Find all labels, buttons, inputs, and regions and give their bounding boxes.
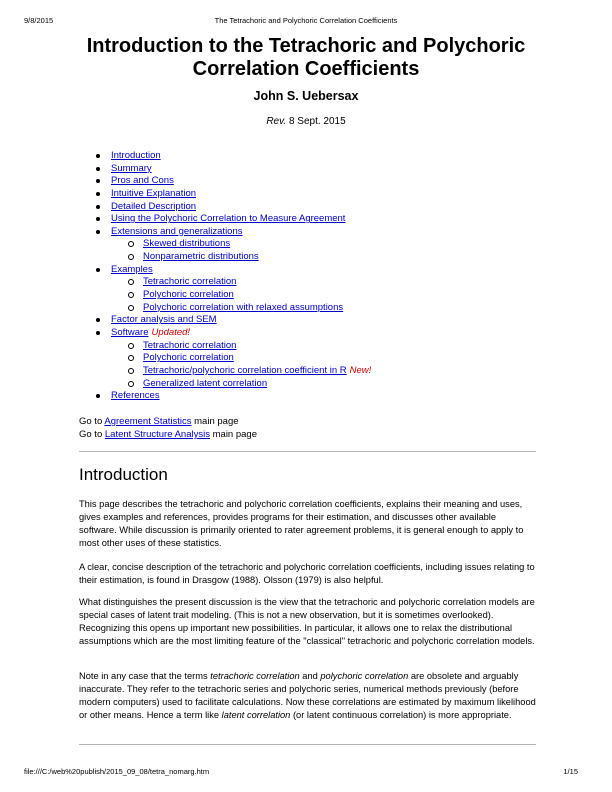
toc-subitem xyxy=(94,352,371,365)
toc-link-pros-cons[interactable]: Pros and Cons xyxy=(111,175,174,187)
toc-link-sw-tetrachoric[interactable]: Tetrachoric correlation xyxy=(143,339,237,351)
bullet-icon xyxy=(96,318,100,322)
toc-link-factor[interactable]: Factor analysis and SEM xyxy=(111,314,217,326)
file-path: file:///C:/web%20publish/2015_09_08/tetra_nomarg.htm xyxy=(24,767,210,776)
intro-paragraph-3: What distinguishes the present discussion is the view that the tetrachoric and polychoric correlation models are special cases of latent trait modeling. (This is not a new observation, but it is sometimes overlooked). Recognizing this opens up important new possibilities. In particular, it allows one to relax the distributional assumptions which are the most limiting feature of the "classical" tetrachoric and polychoric correlation models. xyxy=(79,597,535,647)
circle-bullet-icon xyxy=(128,381,134,387)
circle-bullet-icon xyxy=(128,279,134,285)
toc-item xyxy=(94,213,371,226)
intro-paragraph-2: A clear, concise description of the tetrachoric and polychoric correlation coefficients, including issues relating to their estimation, is found in Drasgow (1988). Olsson (1979) is also helpful. xyxy=(79,562,535,586)
toc-link-sw-generalized[interactable]: Generalized latent correlation xyxy=(143,377,268,389)
goto-prefix: Go to xyxy=(79,429,103,440)
toc-item xyxy=(94,390,371,403)
bullet-icon xyxy=(96,179,100,183)
bullet-icon xyxy=(96,268,100,272)
toc-subitem xyxy=(94,302,371,315)
print-header xyxy=(24,16,588,28)
toc-link-summary[interactable]: Summary xyxy=(111,162,152,174)
p4-text-d: (or latent continuous correlation) is more appropriate. xyxy=(292,710,512,721)
bullet-icon xyxy=(96,230,100,234)
divider xyxy=(79,744,536,745)
circle-bullet-icon xyxy=(128,305,134,311)
page-number: 1/15 xyxy=(563,767,578,776)
circle-bullet-icon xyxy=(128,343,134,349)
bullet-icon xyxy=(96,192,100,196)
section-heading-introduction: Introduction xyxy=(79,465,168,484)
revision-line xyxy=(0,116,612,127)
toc-link-agreement[interactable]: Using the Polychoric Correlation to Measure Agreement xyxy=(111,213,346,225)
title-line-2: Correlation Coefficients xyxy=(192,58,420,80)
toc-subitem xyxy=(94,238,371,251)
toc-subitem xyxy=(94,289,371,302)
term-latent: latent correlation xyxy=(221,710,291,721)
toc-link-examples[interactable]: Examples xyxy=(111,263,153,275)
toc-item xyxy=(94,201,371,214)
term-polychoric: polychoric correlation xyxy=(320,671,409,681)
bullet-icon xyxy=(96,217,100,221)
toc-item xyxy=(94,188,371,201)
toc-link-ex-tetrachoric[interactable]: Tetrachoric correlation xyxy=(143,276,237,288)
goto-latent-line xyxy=(79,429,257,441)
toc-link-intuitive[interactable]: Intuitive Explanation xyxy=(111,187,197,199)
toc-link-software[interactable]: Software xyxy=(111,326,149,338)
toc-item xyxy=(94,150,371,163)
p4-text-c: are obsolete and arguably inaccurate. They refer to the tetrachoric series and polychoric series, numerical methods previously (before modern computers) used to facilitate calculations. Now these correlations are estimated by maximum likelihood or other means. Hence a term like xyxy=(79,671,536,721)
goto-agreement-line xyxy=(79,416,239,428)
intro-paragraph-1: This page describes the tetrachoric and polychoric correlation coefficients, explains their meaning and uses, gives examples and references, provides programs for their estimation, and discusses other available software. While discussion is primarily oriented to rater agreement problems, it is general enough to apply to most other uses of these statistics. xyxy=(79,499,524,549)
toc-link-introduction[interactable]: Introduction xyxy=(111,150,161,161)
intro-paragraph-4 xyxy=(79,670,536,722)
print-date: 9/8/2015 xyxy=(24,16,54,25)
revision-date: 8 Sept. 2015 xyxy=(288,116,346,127)
table-of-contents xyxy=(94,150,371,403)
toc-subitem xyxy=(94,340,371,353)
circle-bullet-icon xyxy=(128,241,134,247)
toc-link-ex-polychoric[interactable]: Polychoric correlation xyxy=(143,289,234,301)
p4-text-a: Note in any case that the terms xyxy=(79,671,208,681)
toc-link-sw-polychoric[interactable]: Polychoric correlation xyxy=(143,352,234,364)
goto-suffix: main page xyxy=(194,416,239,427)
term-tetrachoric: tetrachoric correlation xyxy=(210,671,300,681)
toc-item xyxy=(94,175,371,188)
toc-link-sw-r[interactable]: Tetrachoric/polychoric correlation coefficient in R xyxy=(143,364,347,376)
toc-link-extensions[interactable]: Extensions and generalizations xyxy=(111,225,243,237)
print-footer xyxy=(24,767,588,779)
bullet-icon xyxy=(96,167,100,171)
bullet-icon xyxy=(96,154,100,158)
toc-link-ex-relaxed[interactable]: Polychoric correlation with relaxed assumptions xyxy=(143,301,344,313)
agreement-statistics-link[interactable]: Agreement Statistics xyxy=(104,416,192,427)
circle-bullet-icon xyxy=(128,355,134,361)
new-badge: New! xyxy=(349,364,372,376)
divider xyxy=(79,451,536,452)
toc-item xyxy=(94,327,371,340)
title-line-1: Introduction to the Tetrachoric and Polychoric xyxy=(86,35,526,57)
toc-link-references[interactable]: References xyxy=(111,390,160,402)
latent-structure-analysis-link[interactable]: Latent Structure Analysis xyxy=(104,429,210,440)
bullet-icon xyxy=(96,331,100,335)
goto-prefix: Go to xyxy=(79,416,103,427)
toc-link-nonparametric[interactable]: Nonparametric distributions xyxy=(143,251,259,263)
toc-item xyxy=(94,163,371,176)
author: John S. Uebersax xyxy=(253,89,359,103)
circle-bullet-icon xyxy=(128,292,134,298)
print-page-title: The Tetrachoric and Polychoric Correlation Coefficients xyxy=(214,16,398,25)
toc-subitem xyxy=(94,378,371,391)
updated-badge: Updated! xyxy=(151,326,191,338)
toc-item xyxy=(94,264,371,277)
bullet-icon xyxy=(96,394,100,398)
p4-text-b: and xyxy=(302,671,318,681)
toc-item xyxy=(94,226,371,239)
circle-bullet-icon xyxy=(128,368,134,374)
toc-link-skewed[interactable]: Skewed distributions xyxy=(143,238,231,250)
toc-link-detailed[interactable]: Detailed Description xyxy=(111,200,197,212)
revision-label: Rev. xyxy=(266,116,287,127)
goto-suffix: main page xyxy=(212,429,257,440)
toc-subitem xyxy=(94,276,371,289)
toc-subitem xyxy=(94,365,371,378)
bullet-icon xyxy=(96,205,100,209)
page-title xyxy=(60,35,552,81)
circle-bullet-icon xyxy=(128,254,134,260)
toc-subitem xyxy=(94,251,371,264)
toc-item xyxy=(94,314,371,327)
